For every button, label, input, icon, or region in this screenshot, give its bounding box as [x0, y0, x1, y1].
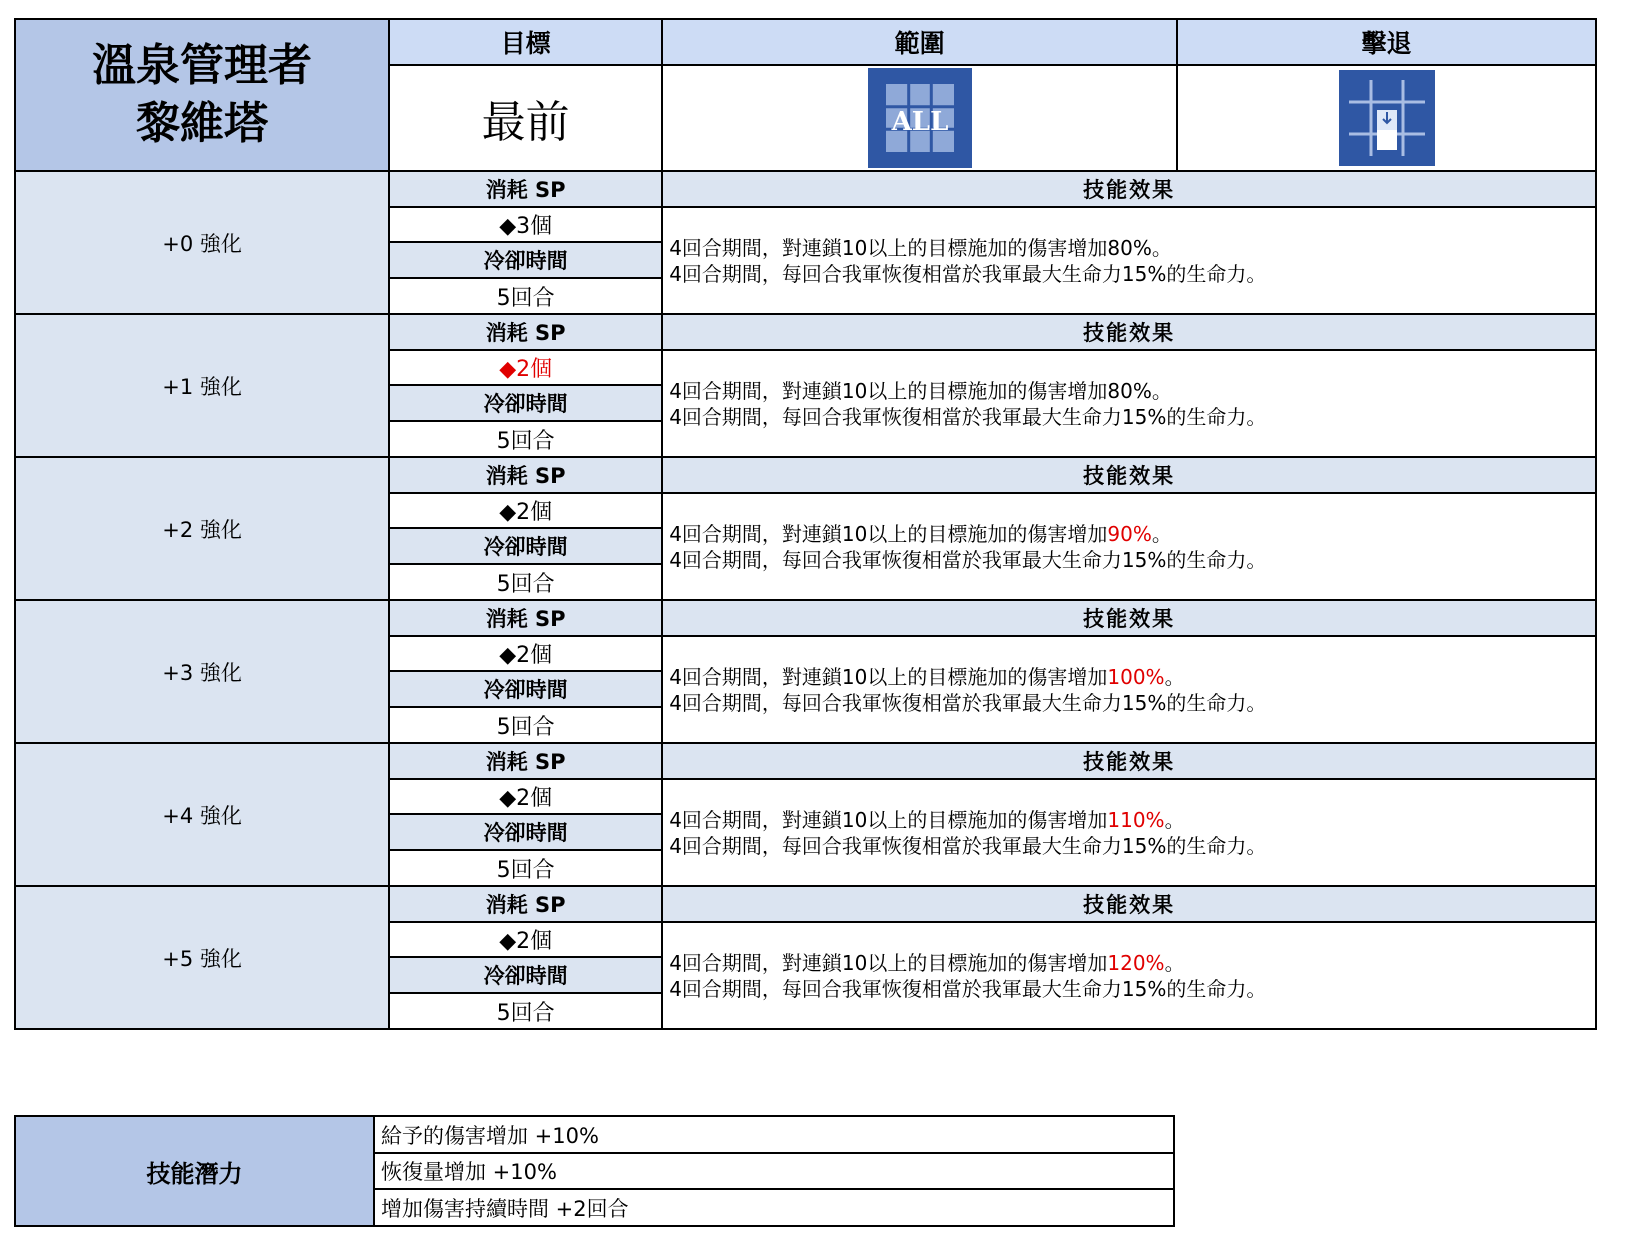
upgrade-level: +5 強化	[15, 886, 389, 1029]
effect-line-heal: 4回合期間，每回合我軍恢復相當於我軍最大生命力15%的生命力。	[669, 976, 1267, 1001]
effect-damage-value: 100%	[1107, 664, 1165, 689]
effect-line-damage	[669, 521, 1595, 547]
effect-line-heal: 4回合期間，每回合我軍恢復相當於我軍最大生命力15%的生命力。	[669, 690, 1267, 715]
effect-damage-value: 90%	[1107, 521, 1152, 546]
upgrade-level: +4 強化	[15, 743, 389, 886]
skill-effect-label: 技能效果	[662, 743, 1596, 779]
skill-effect-label: 技能效果	[662, 314, 1596, 350]
skill-effect-text	[662, 350, 1596, 457]
range-all-icon	[868, 68, 972, 168]
skill-effect-label: 技能效果	[662, 886, 1596, 922]
effect-text: 。	[1151, 521, 1172, 546]
sp-cost-label: 消耗 SP	[389, 457, 662, 493]
effect-text: 。	[1151, 378, 1172, 403]
character-name-cell	[15, 19, 389, 171]
effect-damage-value: 80%	[1107, 235, 1152, 260]
effect-text: 4回合期間，對連鎖10以上的目標施加的傷害增加	[669, 235, 1108, 260]
upgrade-level: +3 強化	[15, 600, 389, 743]
effect-text: 4回合期間，對連鎖10以上的目標施加的傷害增加	[669, 521, 1108, 546]
target-header: 目標	[389, 19, 662, 65]
sp-cost-label: 消耗 SP	[389, 886, 662, 922]
skill-effect-label: 技能效果	[662, 600, 1596, 636]
skill-effect-text	[662, 922, 1596, 1029]
effect-line-heal: 4回合期間，每回合我軍恢復相當於我軍最大生命力15%的生命力。	[669, 261, 1267, 286]
sp-cost-value: ◆2個	[389, 493, 662, 528]
character-title: 溫泉管理者	[92, 40, 313, 91]
potential-item: 給予的傷害增加 +10%	[374, 1116, 1174, 1153]
effect-line-damage	[669, 664, 1595, 690]
effect-text: 4回合期間，對連鎖10以上的目標施加的傷害增加	[669, 378, 1108, 403]
skill-table	[14, 18, 1597, 1030]
range-cell	[662, 65, 1177, 171]
effect-damage-value: 120%	[1107, 950, 1165, 975]
skill-effect-label: 技能效果	[662, 457, 1596, 493]
cooldown-label: 冷卻時間	[389, 957, 662, 993]
effect-damage-value: 80%	[1107, 378, 1152, 403]
knockback-icon	[1339, 70, 1435, 166]
potential-table	[14, 1115, 1175, 1227]
cooldown-value: 5回合	[389, 707, 662, 743]
potential-item: 恢復量增加 +10%	[374, 1153, 1174, 1189]
effect-text: 。	[1151, 235, 1172, 260]
target-value: 最前	[389, 65, 662, 171]
skill-effect-label: 技能效果	[662, 171, 1596, 207]
effect-text: 4回合期間，對連鎖10以上的目標施加的傷害增加	[669, 950, 1108, 975]
effect-line-damage	[669, 378, 1595, 404]
upgrade-level: +1 強化	[15, 314, 389, 457]
sp-cost-value: ◆2個	[389, 350, 662, 385]
character-name: 黎維塔	[136, 98, 269, 149]
sp-cost-value: ◆2個	[389, 636, 662, 671]
effect-text: 。	[1164, 664, 1185, 689]
effect-text: 4回合期間，對連鎖10以上的目標施加的傷害增加	[669, 807, 1108, 832]
cooldown-label: 冷卻時間	[389, 385, 662, 421]
effect-line-damage	[669, 807, 1595, 833]
sp-cost-value: ◆2個	[389, 779, 662, 814]
sp-cost-value: ◆2個	[389, 922, 662, 957]
range-header: 範圍	[662, 19, 1177, 65]
effect-line-heal: 4回合期間，每回合我軍恢復相當於我軍最大生命力15%的生命力。	[669, 404, 1267, 429]
skill-effect-text	[662, 779, 1596, 886]
skill-effect-text	[662, 493, 1596, 600]
cooldown-label: 冷卻時間	[389, 242, 662, 278]
cooldown-label: 冷卻時間	[389, 528, 662, 564]
knockback-header: 擊退	[1177, 19, 1596, 65]
upgrade-level: +2 強化	[15, 457, 389, 600]
effect-text: 4回合期間，對連鎖10以上的目標施加的傷害增加	[669, 664, 1108, 689]
effect-text: 。	[1164, 807, 1185, 832]
skill-effect-text	[662, 207, 1596, 314]
range-icon-text: ALL	[891, 107, 948, 137]
sp-cost-value: ◆3個	[389, 207, 662, 242]
effect-line-heal: 4回合期間，每回合我軍恢復相當於我軍最大生命力15%的生命力。	[669, 833, 1267, 858]
cooldown-value: 5回合	[389, 850, 662, 886]
effect-damage-value: 110%	[1107, 807, 1165, 832]
cooldown-value: 5回合	[389, 564, 662, 600]
cooldown-label: 冷卻時間	[389, 671, 662, 707]
cooldown-value: 5回合	[389, 421, 662, 457]
knockback-cell	[1177, 65, 1596, 171]
potential-item: 增加傷害持續時間 +2回合	[374, 1189, 1174, 1226]
effect-line-damage	[669, 235, 1595, 261]
sp-cost-label: 消耗 SP	[389, 314, 662, 350]
cooldown-label: 冷卻時間	[389, 814, 662, 850]
cooldown-value: 5回合	[389, 993, 662, 1029]
effect-line-heal: 4回合期間，每回合我軍恢復相當於我軍最大生命力15%的生命力。	[669, 547, 1267, 572]
cooldown-value: 5回合	[389, 278, 662, 314]
sp-cost-label: 消耗 SP	[389, 743, 662, 779]
sp-cost-label: 消耗 SP	[389, 600, 662, 636]
effect-line-damage	[669, 950, 1595, 976]
skill-effect-text	[662, 636, 1596, 743]
upgrade-level: +0 強化	[15, 171, 389, 314]
potential-title: 技能潛力	[15, 1116, 374, 1226]
sp-cost-label: 消耗 SP	[389, 171, 662, 207]
effect-text: 。	[1164, 950, 1185, 975]
